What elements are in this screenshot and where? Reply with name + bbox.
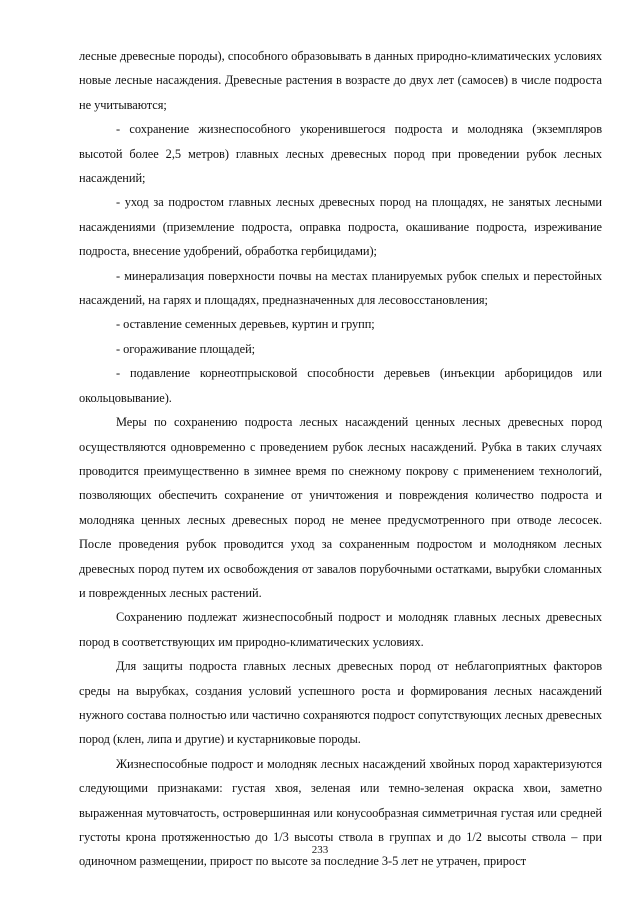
paragraph-subject-to-preservation: Сохранению подлежат жизнеспособный подрост и молодняк главных лесных древесных пород в соответствующих им природно-климатических условиях. <box>79 610 602 649</box>
document-page <box>79 44 602 874</box>
paragraph-viable-undergrowth: Жизнеспособные подрост и молодняк лесных насаждений хвойных пород характеризуются следующими признаками: густая хвоя, зеленая или темно-зеленая окраска хвои, заметно выраженная мутовчатость, островершинная или конусообразная симметричная густая или средней густоты крона протяженностью до 1/3 высоты ствола в группах и до 1/2 высоты ствола – при одиночном размещении, прирост по высоте за последние 3-5 лет не утрачен, прирост <box>79 756 602 869</box>
list-item-preserve-undergrowth: - сохранение жизнеспособного укоренившегося подроста и молодняка (экземпляров высотой более 2,5 метров) главных лесных древесных пород при проведении рубок лесных насаждений; <box>79 122 602 186</box>
list-item-seed-trees: - оставление семенных деревьев, куртин и групп; <box>116 317 375 332</box>
list-item-soil-mineralization: - минерализация поверхности почвы на местах планируемых рубок спелых и перестойных насаждений, на гарях и площадях, предназначенных для лесовосстановления; <box>79 268 602 308</box>
paragraph-protection: Для защиты подроста главных лесных древесных пород от неблагоприятных факторов среды на вырубках, создания условий успешного роста и формирования лесных насаждений нужного состава полностью или частично сохраняются подрост сопутствующих лесных древесных пород (клен, липа и другие) и кустарниковые породы. <box>79 659 602 747</box>
list-item-fencing: - огораживание площадей; <box>116 341 256 356</box>
list-item-root-suppression: - подавление корнеотпрысковой способности деревьев (инъекции арборицидов или окольцовывание). <box>79 366 602 405</box>
list-item-undergrowth-care: - уход за подростом главных лесных древесных пород на площадях, не занятых лесными насаждениями (приземление подроста, оправка подроста, окашивание подроста, изреживание подроста, внесение удобрений, обработка гербицидами); <box>79 195 602 259</box>
paragraph-continuation: лесные древесные породы), способного образовывать в данных природно-климатических условиях новые лесные насаждения. Древесные растения в возрасте до двух лет (самосев) в числе подроста не учитываются; <box>79 49 602 112</box>
page-number: 233 <box>311 844 329 856</box>
paragraph-preservation-measures: Меры по сохранению подроста лесных насаждений ценных лесных древесных пород осуществляются одновременно с проведением рубок лесных насаждений. Рубка в таких случаях проводится преимущественно в зимнее время по снежному покрову с применением технологий, позволяющих обеспечить сохранение от уничтожения и повреждения количество подроста и молодняка ценных лесных древесных пород не менее предусмотренного при отводе лесосек. После проведения рубок проводится уход за сохраненным подростом и молодняком лесных древесных пород путем их освобождения от завалов порубочными остатками, вырубки сломанных и поврежденных лесных растений. <box>79 415 602 600</box>
